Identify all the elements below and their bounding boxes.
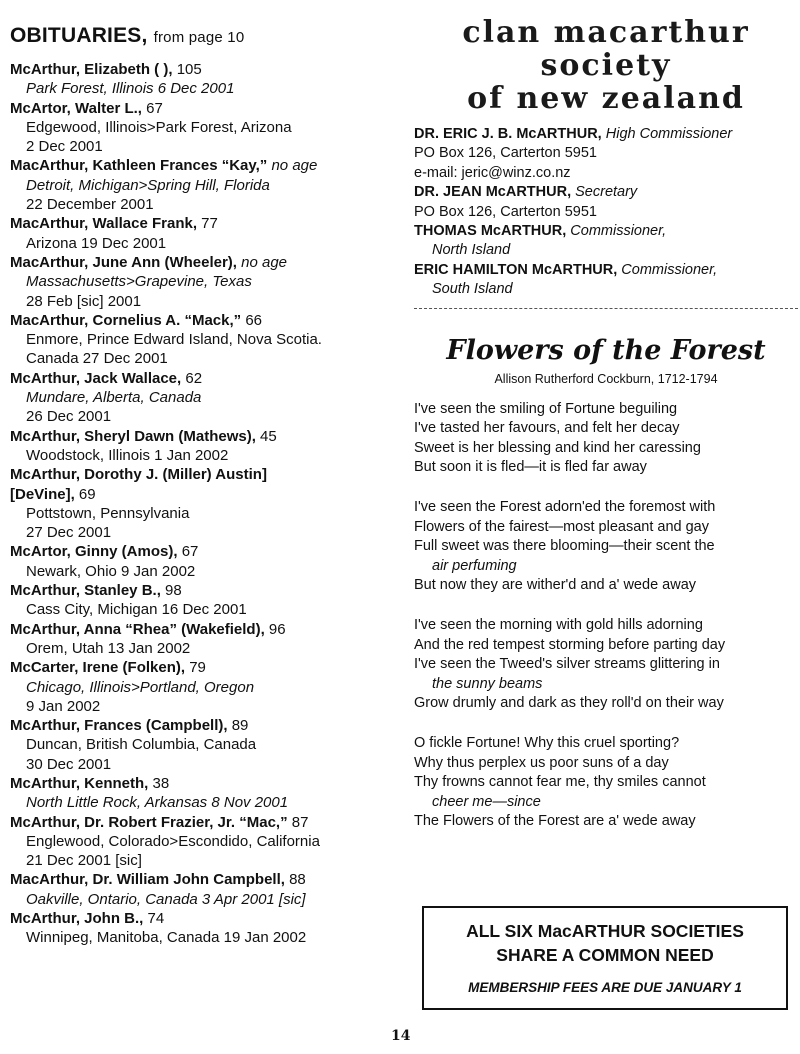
officer-line: e-mail: jeric@winz.co.nz — [414, 164, 571, 181]
officer-line — [414, 261, 798, 280]
officer-role: High Commissioner — [605, 126, 733, 142]
obituary-detail: Woodstock, Illinois 1 Jan 2002 — [26, 446, 229, 464]
obituary-age: 67 — [146, 99, 163, 117]
obituary-name: McArtor, Walter L., 67 — [10, 99, 163, 117]
poem-line: the sunny beams — [432, 675, 543, 692]
obituaries-title: OBITUARIES, — [10, 24, 148, 47]
obituary-age: 105 — [176, 61, 202, 78]
obituary-age: 66 — [245, 311, 263, 329]
obituary-entry — [10, 99, 402, 157]
obituary-entry — [10, 658, 402, 716]
obituary-detail: Englewood, Colorado>Escondido, California — [26, 832, 320, 850]
poem-author: Allison Rutherford Cockburn, 1712-1794 — [494, 371, 718, 386]
obituary-entry — [10, 813, 402, 871]
society-column — [414, 16, 798, 852]
obituary-name: McArthur, Dr. Robert Frazier, Jr. “Mac,” 87 — [10, 813, 309, 831]
obituary-detail: Cass City, Michigan 16 Dec 2001 — [26, 601, 247, 619]
poem-line: O fickle Fortune! Why this cruel sporting? — [414, 734, 680, 751]
officer-name: ERIC HAMILTON McARTHUR, — [414, 261, 622, 278]
obituary-detail: Arizona 19 Dec 2001 — [26, 234, 167, 252]
obituary-name: McArthur, Frances (Campbell), 89 — [10, 717, 249, 735]
obituary-name: McArthur, Elizabeth ( ), 105 — [10, 61, 202, 78]
poem-line: Why thus perplex us poor suns of a day — [414, 754, 669, 771]
obituary-age: 77 — [201, 215, 218, 233]
society-title — [414, 16, 798, 115]
poem-body — [414, 400, 798, 832]
obituary-name: MacArthur, June Ann (Wheeler), no age — [10, 253, 288, 271]
officer-name: DR. JEAN McARTHUR, — [414, 184, 576, 201]
poem-line: I've seen the Tweed's silver streams glittering in — [414, 656, 720, 673]
poem-line: Thy frowns cannot fear me, thy smiles cannot — [414, 774, 706, 791]
poem-line: I've tasted her favours, and felt her decay — [414, 420, 680, 437]
society-title-line: society — [540, 48, 672, 83]
officer-list — [414, 125, 798, 300]
obituary-name: MacArthur, Cornelius A. “Mack,” 66 — [10, 311, 263, 329]
obituary-entry — [10, 369, 402, 427]
obituary-detail: 26 Dec 2001 — [26, 408, 112, 426]
notice-line-2: SHARE A COMMON NEED — [496, 945, 714, 965]
obituary-entry — [10, 620, 402, 659]
obituary-detail: Edgewood, Illinois>Park Forest, Arizona — [26, 118, 292, 136]
obituary-detail: Winnipeg, Manitoba, Canada 19 Jan 2002 — [26, 929, 307, 947]
obituary-entry — [10, 465, 402, 484]
obituary-age: 69 — [78, 485, 96, 503]
officer-role: Commissioner, — [570, 223, 667, 240]
obituary-entry — [10, 156, 402, 214]
obituary-entry — [10, 716, 402, 774]
obituary-detail: Enmore, Prince Edward Island, Nova Scotia. — [26, 331, 322, 349]
obituary-age: 96 — [268, 620, 286, 638]
obituary-entry — [10, 542, 402, 581]
obituary-entry — [10, 427, 402, 466]
from-page-note: from page 10 — [153, 29, 245, 46]
obituary-detail: Orem, Utah 13 Jan 2002 — [26, 639, 191, 657]
officer-name: THOMAS McARTHUR, — [414, 223, 571, 240]
obituary-entry — [10, 311, 402, 369]
page-number: 14 — [391, 1028, 411, 1044]
obituary-detail: North Little Rock, Arkansas 8 Nov 2001 — [26, 794, 289, 812]
obituary-age: 79 — [189, 659, 206, 677]
officer-line: PO Box 126, Carterton 5951 — [414, 203, 597, 220]
officer-line: North Island — [432, 242, 511, 259]
obituary-detail: Massachusetts>Grapevine, Texas — [26, 273, 252, 291]
obituary-detail: Mundare, Alberta, Canada — [26, 389, 202, 407]
poem-line: I've seen the morning with gold hills adorning — [414, 617, 703, 633]
obituary-name: McCarter, Irene (Folken), 79 — [10, 659, 206, 677]
officer-line: South Island — [432, 281, 513, 298]
obituary-name: McArthur, Stanley B., 98 — [10, 582, 182, 600]
officer-role: Secretary — [575, 184, 638, 201]
obituary-list — [10, 60, 402, 948]
obituary-age: 74 — [147, 910, 165, 928]
obituary-entry — [10, 253, 402, 311]
officer-line — [414, 183, 798, 202]
obituary-entry — [10, 581, 402, 620]
poem-line: Full sweet was there blooming—their scent the — [414, 538, 715, 555]
obituary-entry — [10, 909, 402, 948]
obituary-name: McArthur, Dorothy J. (Miller) Austin] — [10, 466, 267, 484]
obituary-detail: 2 Dec 2001 — [26, 138, 103, 156]
obituary-name: McArtor, Ginny (Amos), 67 — [10, 543, 199, 561]
obituary-detail: Canada 27 Dec 2001 — [26, 350, 168, 368]
obituary-detail: Pottstown, Pennsylvania — [26, 504, 190, 522]
obituary-age: no age — [271, 157, 318, 175]
officer-name: DR. ERIC J. B. McARTHUR, — [414, 126, 606, 142]
obituary-age: no age — [241, 253, 288, 271]
poem-stanza — [414, 734, 798, 832]
obituary-name: MacArthur, Kathleen Frances “Kay,” no age — [10, 157, 318, 175]
poem-line: Sweet is her blessing and kind her caressing — [414, 439, 701, 456]
obituary-detail: 9 Jan 2002 — [26, 697, 101, 715]
obituary-detail: Oakville, Ontario, Canada 3 Apr 2001 [sic] — [26, 890, 306, 908]
obituaries-heading — [10, 24, 402, 48]
obituary-name: McArthur, Sheryl Dawn (Mathews), 45 — [10, 427, 277, 445]
poem-line: The Flowers of the Forest are a' wede away — [414, 813, 696, 830]
officer-line: PO Box 126, Carterton 5951 — [414, 145, 597, 162]
obituary-age: 45 — [260, 427, 277, 445]
obituary-age: 88 — [289, 871, 306, 889]
obituary-detail: 30 Dec 2001 — [26, 755, 112, 773]
obituary-detail: Newark, Ohio 9 Jan 2002 — [26, 562, 196, 580]
obituary-name: McArthur, John B., 74 — [10, 910, 165, 928]
poem-title: Flowers of the Forest — [446, 334, 766, 366]
obituary-entry — [10, 774, 402, 813]
obituary-name: [DeVine], 69 — [10, 485, 96, 503]
obituary-entry — [10, 214, 402, 253]
obituary-entry — [10, 870, 402, 909]
obituary-age: 98 — [165, 582, 182, 600]
divider — [414, 308, 798, 319]
obituary-age: 87 — [291, 813, 309, 831]
poem-line: But now they are wither'd and a' wede away — [414, 577, 697, 594]
obituary-name: McArthur, Anna “Rhea” (Wakefield), 96 — [10, 620, 286, 638]
obituaries-column — [10, 24, 402, 948]
notice-line-1: ALL SIX MacARTHUR SOCIETIES — [466, 921, 744, 941]
obituary-detail: Detroit, Michigan>Spring Hill, Florida — [26, 176, 270, 194]
notice-line-3: MEMBERSHIP FEES ARE DUE JANUARY 1 — [468, 980, 742, 995]
officer-role: Commissioner, — [621, 261, 718, 278]
poem-line: And the red tempest storming before parting day — [414, 636, 726, 653]
obituary-detail: 21 Dec 2001 [sic] — [26, 852, 142, 870]
membership-notice — [422, 906, 788, 1010]
poem-line: But soon it is fled—it is fled far away — [414, 459, 647, 476]
poem-line: cheer me—since — [432, 793, 541, 810]
officer-line — [414, 222, 798, 241]
poem-stanza — [414, 616, 798, 714]
obituary-name: McArthur, Jack Wallace, 62 — [10, 369, 203, 387]
obituary-detail: 27 Dec 2001 — [26, 524, 112, 542]
officer-line — [414, 125, 798, 144]
obituary-entry — [10, 485, 402, 543]
poem-line: air perfuming — [432, 557, 517, 574]
poem-line: I've seen the Forest adorn'ed the foremost with — [414, 499, 716, 516]
obituary-age: 67 — [181, 543, 199, 561]
obituary-age: 38 — [152, 774, 170, 792]
poem-stanza — [414, 400, 798, 478]
poem-line: Flowers of the fairest—most pleasant and gay — [414, 518, 709, 535]
obituary-detail: 22 December 2001 — [26, 196, 154, 214]
obituary-detail: 28 Feb [sic] 2001 — [26, 292, 142, 310]
obituary-age: 89 — [231, 717, 249, 735]
society-title-line: clan macarthur — [462, 15, 750, 50]
obituary-name: MacArthur, Dr. William John Campbell, 88 — [10, 871, 306, 889]
obituary-detail: Park Forest, Illinois 6 Dec 2001 — [26, 80, 235, 98]
poem-stanza — [414, 498, 798, 596]
obituary-age: 62 — [185, 369, 203, 387]
poem-line: Grow drumly and dark as they roll'd on their way — [414, 695, 724, 712]
obituary-name: MacArthur, Wallace Frank, 77 — [10, 215, 218, 233]
society-title-line: of new zealand — [467, 81, 745, 116]
obituary-detail: Duncan, British Columbia, Canada — [26, 736, 257, 754]
obituary-entry — [10, 60, 402, 99]
obituary-detail: Chicago, Illinois>Portland, Oregon — [26, 678, 255, 696]
poem-line: I've seen the smiling of Fortune beguiling — [414, 400, 678, 417]
obituary-name: McArthur, Kenneth, 38 — [10, 774, 170, 792]
